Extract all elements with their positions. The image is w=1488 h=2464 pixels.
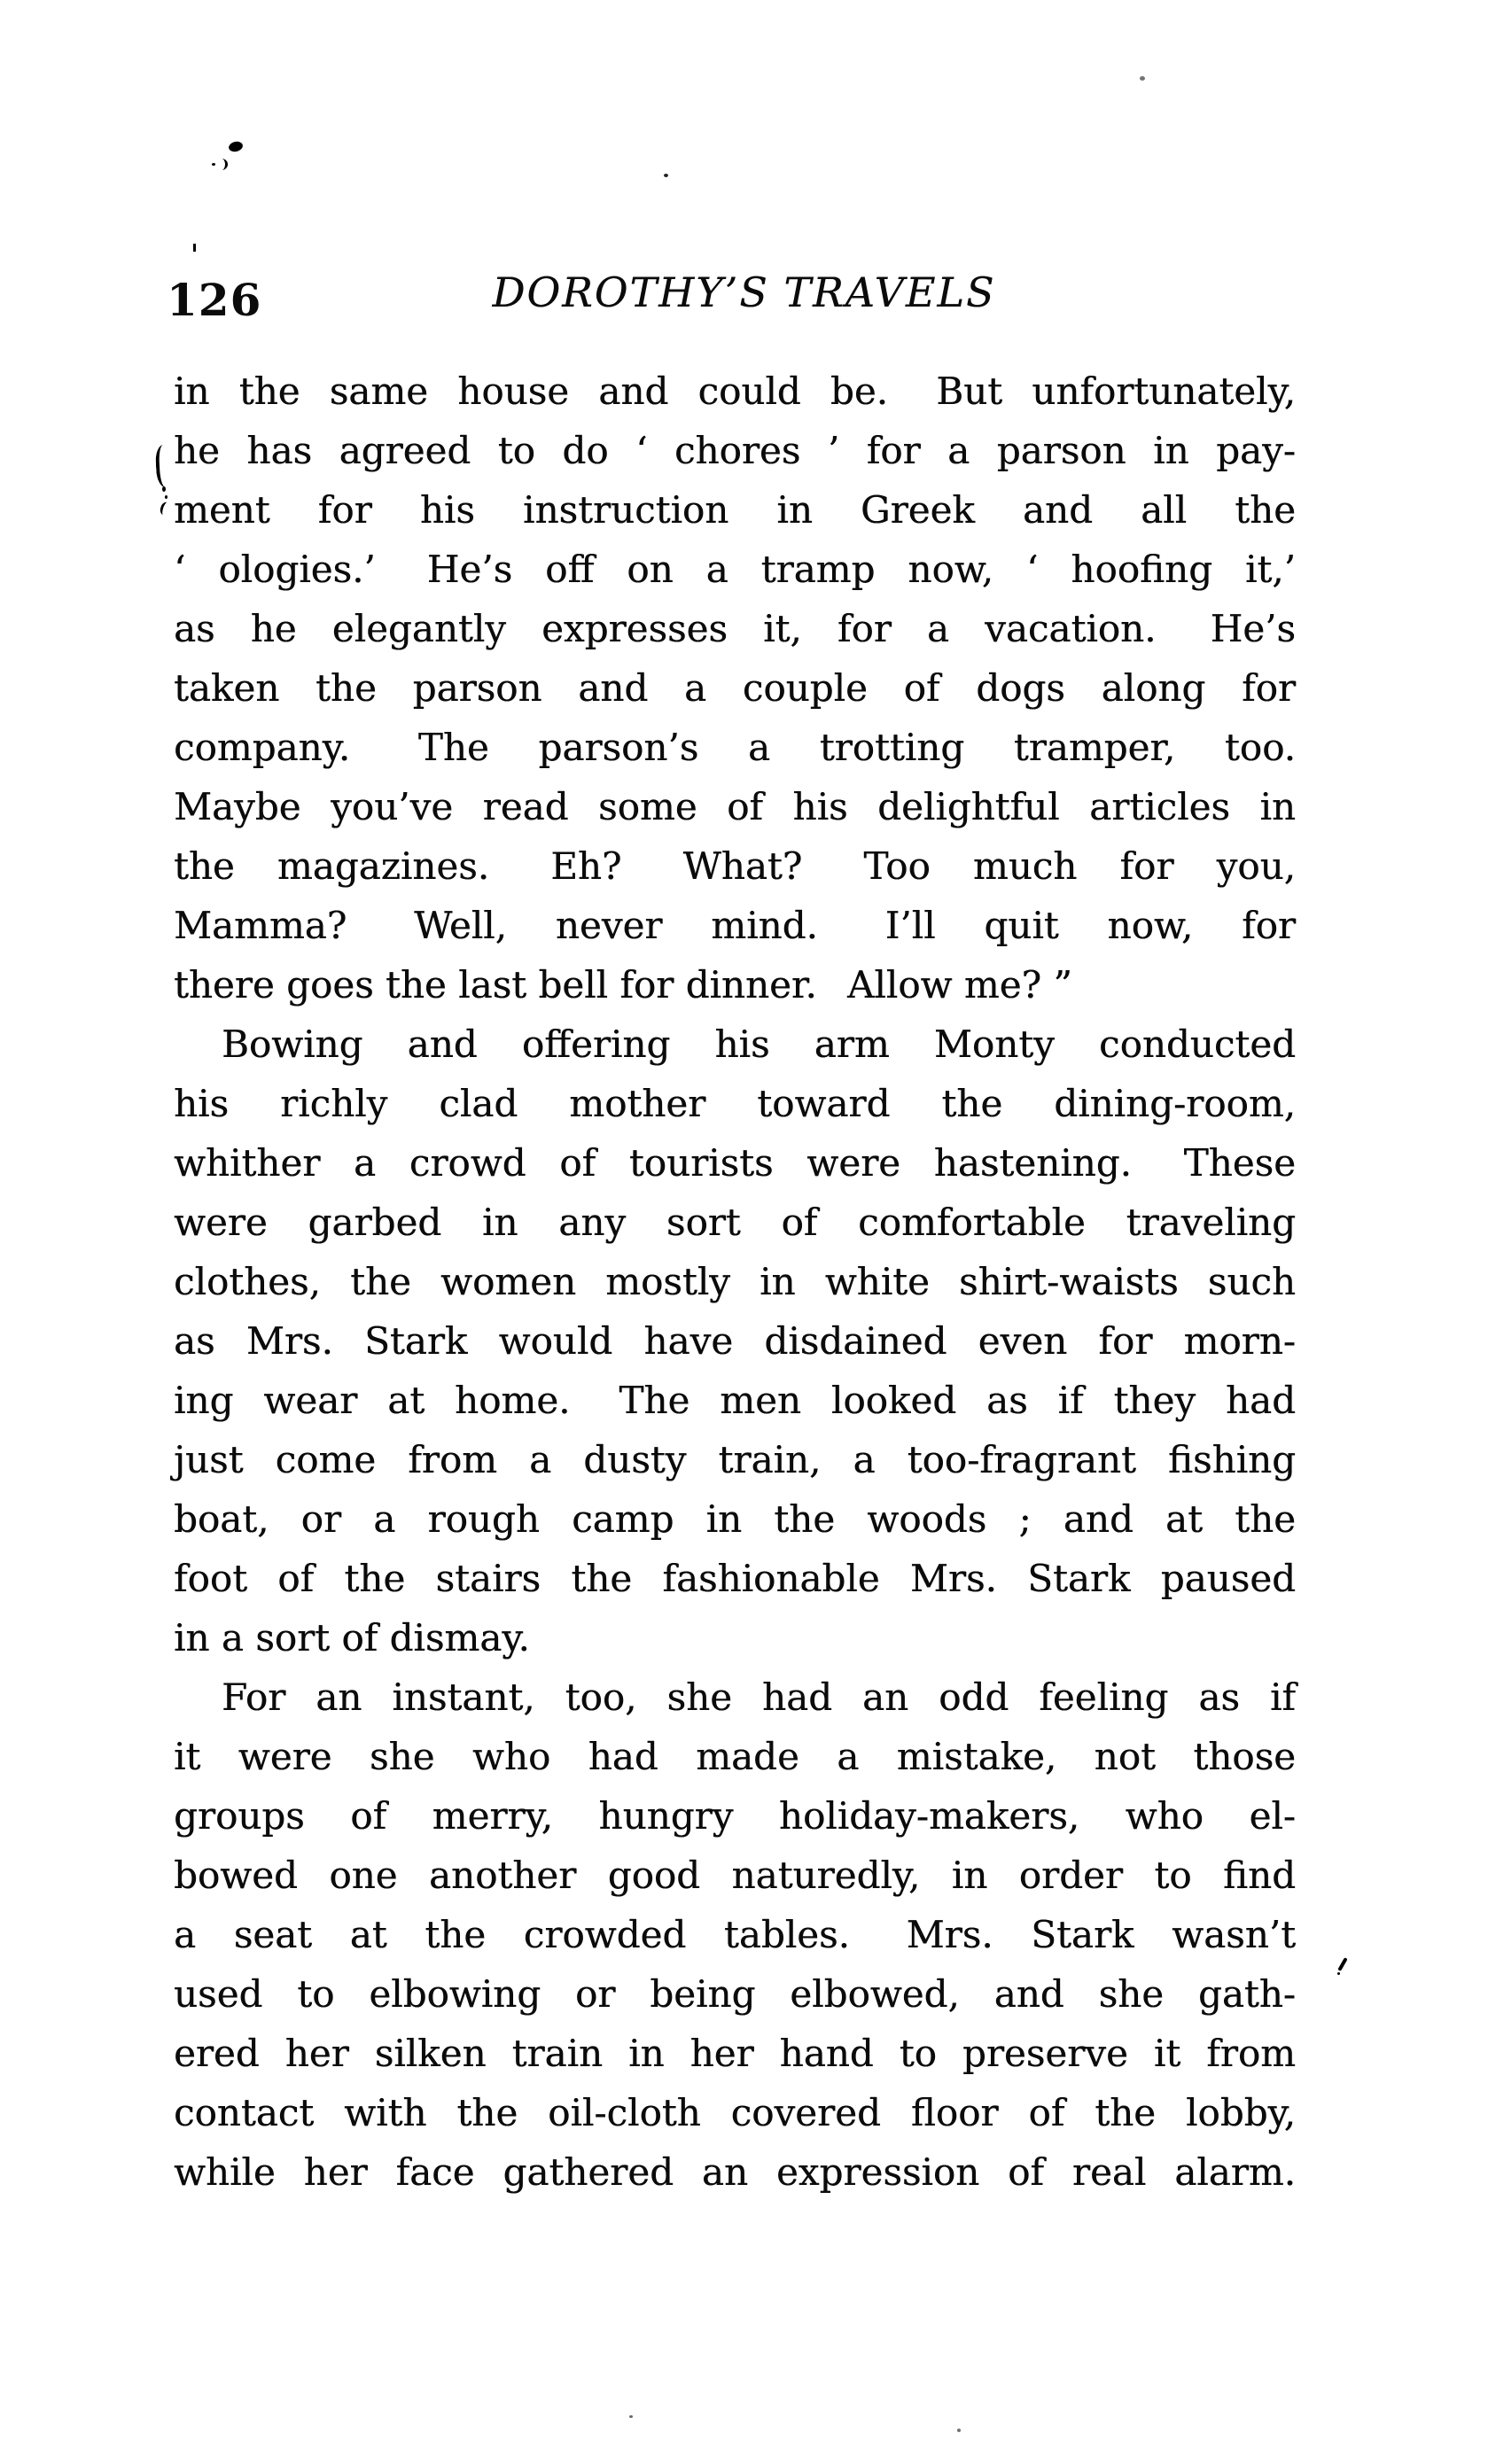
text-line: foot of the stairs the fashionable Mrs. Stark paused: [174, 1557, 1296, 1600]
running-header: [0, 268, 1488, 330]
text-line: there goes the last bell for dinner. Allow me? ”: [174, 963, 1072, 1007]
text-line: a seat at the crowded tables. Mrs. Stark wasn’t: [174, 1913, 1296, 1956]
text-line: company. The parson’s a trotting tramper, too.: [174, 726, 1296, 769]
text-line: in a sort of dismay.: [174, 1616, 530, 1660]
text-line: his richly clad mother toward the dining-room,: [174, 1082, 1296, 1125]
text-line: as he elegantly expresses it, for a vacation. He’s: [174, 607, 1296, 650]
text-line: ered her silken train in her hand to preserve it from: [174, 2032, 1296, 2075]
paragraph-3: [174, 1667, 1296, 2202]
paragraph-2: [174, 1014, 1296, 1667]
text-line: in the same house and could be. But unfortunately,: [174, 369, 1296, 413]
text-line: Mamma? Well, never mind. I’ll quit now, for: [174, 904, 1296, 947]
page-number: 126: [167, 274, 262, 326]
running-title: DOROTHY’S TRAVELS: [492, 268, 996, 316]
pencil-margin-hook: [159, 501, 174, 517]
text-column: [174, 361, 1296, 2202]
text-line: it were she who had made a mistake, not those: [174, 1735, 1296, 1778]
text-line: ‘ ologies.’ He’s off on a tramp now, ‘ hoofing it,’: [174, 548, 1296, 591]
text-line: boat, or a rough camp in the woods ; and at the: [174, 1497, 1296, 1541]
text-line: clothes, the women mostly in white shirt-waists such: [174, 1260, 1296, 1303]
text-line: just come from a dusty train, a too-fragrant fishing: [174, 1438, 1296, 1481]
scan-speck: [664, 174, 668, 177]
text-line: the magazines. Eh? What? Too much for you,: [174, 844, 1296, 888]
comma-scan-mark: [219, 159, 228, 170]
text-line: Bowing and offering his arm Monty conducted: [222, 1022, 1296, 1066]
pencil-margin-dot: [165, 495, 167, 499]
scan-speck: [1337, 1972, 1340, 1975]
text-line: Maybe you’ve read some of his delightful articles in: [174, 785, 1296, 828]
text-line: while her face gathered an expression of real alarm.: [174, 2150, 1296, 2194]
text-line: as Mrs. Stark would have disdained even for morn-: [174, 1319, 1296, 1363]
text-line: taken the parson and a couple of dogs along for: [174, 666, 1296, 710]
paragraph-1: [174, 361, 1296, 1014]
pencil-slash-mark: [1337, 1957, 1347, 1971]
text-line: he has agreed to do ‘ chores ’ for a parson in pay-: [174, 429, 1296, 472]
scan-tick-mark: [193, 244, 196, 252]
pencil-margin-dot: [162, 486, 166, 492]
text-line: used to elbowing or being elbowed, and she gath-: [174, 1972, 1296, 2016]
text-line: bowed one another good naturedly, in order to find: [174, 1854, 1296, 1897]
scan-speck: [629, 2415, 633, 2418]
text-line: contact with the oil-cloth covered floor of the lobby,: [174, 2091, 1296, 2134]
text-line: were garbed in any sort of comfortable traveling: [174, 1201, 1296, 1244]
text-line: For an instant, too, she had an odd feeling as if: [222, 1675, 1296, 1719]
text-line: whither a crowd of tourists were hastening. These: [174, 1141, 1296, 1185]
text-line: groups of merry, hungry holiday-makers, who el-: [174, 1794, 1296, 1838]
text-line: ing wear at home. The men looked as if they had: [174, 1379, 1296, 1422]
pencil-margin-mark: [155, 445, 172, 488]
ink-blob-mark: [228, 140, 244, 153]
text-line: ment for his instruction in Greek and all the: [174, 488, 1296, 532]
scan-speck: [1140, 76, 1145, 81]
scan-speck: [212, 163, 215, 166]
scan-speck: [957, 2429, 961, 2432]
